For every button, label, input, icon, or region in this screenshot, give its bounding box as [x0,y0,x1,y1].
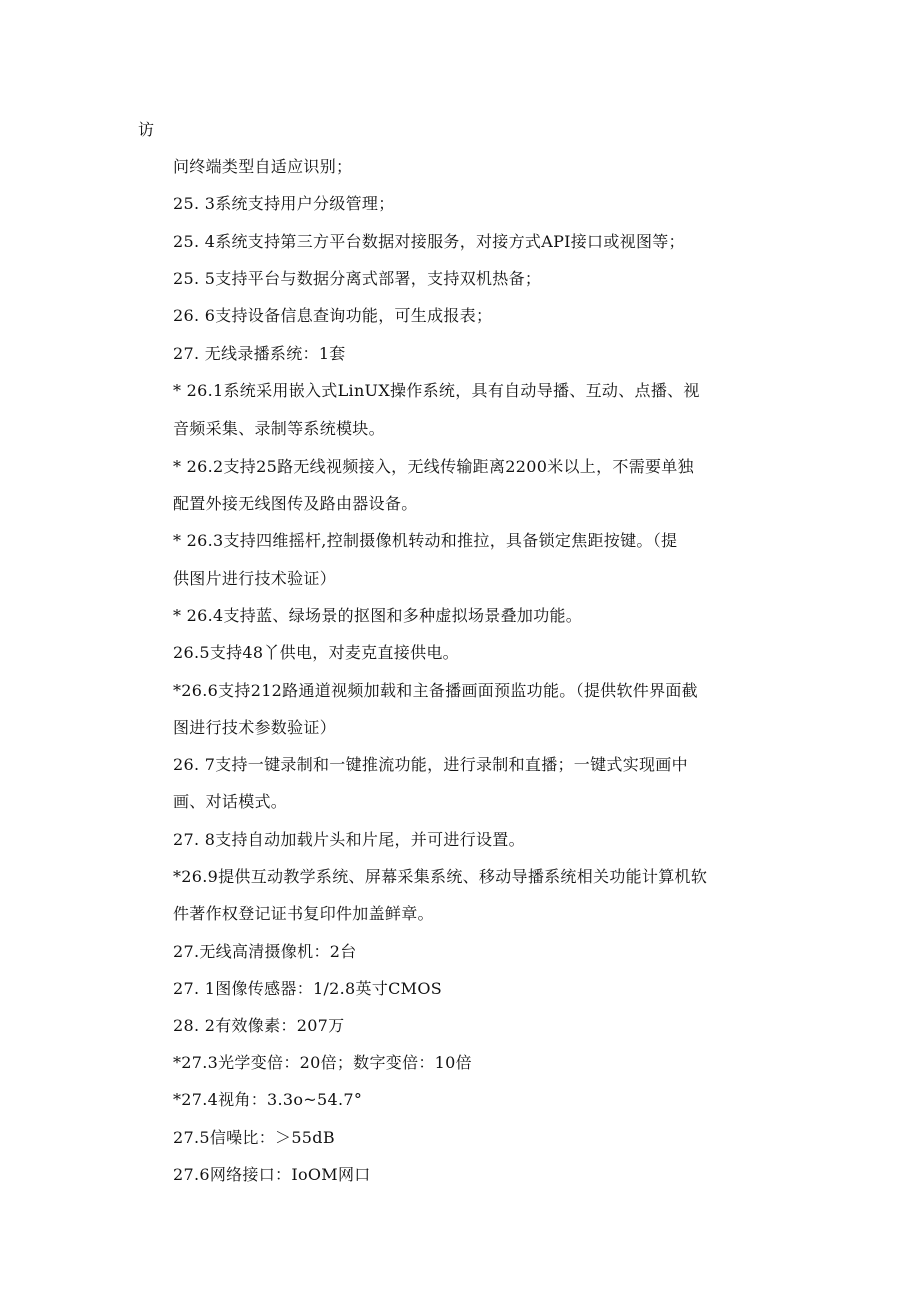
text-line: 件著作权登记证书复印件加盖鲜章。 [173,904,434,923]
text-line: *27.4视角：3.3o~54.7° [173,1090,363,1109]
text-line: * 26.4支持蓝、绿场景的抠图和多种虚拟场景叠加功能。 [173,606,583,625]
text-line: 26.5支持48丫供电，对麦克直接供电。 [173,643,459,662]
text-line: * 26.3支持四维摇杆,控制摄像机转动和推拉，具备锁定焦距按键。（提 [173,531,678,550]
text-line: 图进行技术参数验证） [173,718,337,737]
text-line: *27.3光学变倍：20倍；数字变倍：10倍 [173,1053,472,1072]
text-line: *26.6支持212路通道视频加载和主备播画面预监功能。（提供软件界面截 [173,681,698,700]
text-line: 画、对话模式。 [173,792,288,811]
text-line: 配置外接无线图传及路由器设备。 [173,494,418,513]
text-line: 27.无线高清摄像机：2台 [173,942,357,961]
text-line: 25. 3系统支持用户分级管理； [173,194,395,213]
text-line: 25. 4系统支持第三方平台数据对接服务，对接方式API接口或视图等； [173,232,685,251]
text-line: 27. 8支持自动加载片头和片尾，并可进行设置。 [173,830,525,849]
text-line: 问终端类型自适应识别； [173,157,353,176]
text-line: 26. 6支持设备信息查询功能，可生成报表； [173,306,493,325]
text-line: 25. 5支持平台与数据分离式部署，支持双机热备； [173,269,542,288]
text-line: 27. 无线录播系统：1套 [173,344,346,363]
text-line: * 26.1系统采用嵌入式LinUX操作系统，具有自动导播、互动、点播、视 [173,381,700,400]
text-line: 供图片进行技术验证） [173,569,337,588]
text-line: 27.6网络接口：IoOM网口 [173,1165,371,1184]
text-line: * 26.2支持25路无线视频接入，无线传输距离2200米以上，不需要单独 [173,457,694,476]
text-line: *26.9提供互动教学系统、屏幕采集系统、移动导播系统相关功能计算机软 [173,867,708,886]
text-line: 28. 2有效像素：207万 [173,1016,345,1035]
text-line: 26. 7支持一键录制和一键推流功能，进行录制和直播；一键式实现画中 [173,755,688,774]
text-line: 访 [138,120,155,139]
text-line: 27. 1图像传感器：1/2.8英寸CMOS [173,979,443,998]
text-line: 音频采集、录制等系统模块。 [173,419,385,438]
text-line: 27.5信噪比：＞55dB [173,1128,335,1147]
